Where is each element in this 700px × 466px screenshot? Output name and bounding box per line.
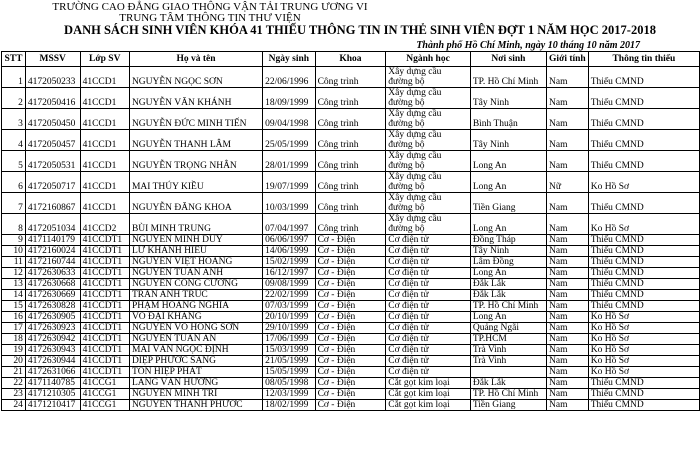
- table-row: [2, 109, 700, 130]
- mssv-cell: 4172630923: [25, 323, 80, 334]
- name-cell: NGUYỄN ĐĂNG KHOA: [129, 193, 262, 214]
- class-cell: 41CCDT1: [80, 312, 129, 323]
- gender-cell: Nam: [547, 130, 589, 151]
- school-name: TRƯỜNG CAO ĐẲNG GIAO THÔNG VẬN TẢI TRUNG ƯƠNG VI: [52, 1, 368, 13]
- dob-cell: 15/05/1999: [263, 367, 315, 378]
- missing-info-cell: Thiếu CMND: [588, 193, 699, 214]
- name-cell: NGUYỄN TUẤN AN: [129, 334, 262, 345]
- dateline: Thành phố Hồ Chí Minh, ngày 10 tháng 10 năm 2017: [416, 40, 640, 51]
- gender-cell: Nam: [547, 235, 589, 246]
- dob-cell: 19/07/1999: [263, 172, 315, 193]
- stt-cell: 23: [2, 389, 26, 400]
- table-row: [2, 290, 700, 301]
- mssv-cell: 4172160744: [25, 257, 80, 268]
- table-row: [2, 130, 700, 151]
- table-row: [2, 356, 700, 367]
- name-cell: MAI THÚY KIỀU: [129, 172, 262, 193]
- dob-cell: 29/10/1999: [263, 323, 315, 334]
- gender-cell: Nam: [547, 367, 589, 378]
- name-cell: BÙI MINH TRUNG: [129, 214, 262, 235]
- class-cell: 41CCDT1: [80, 257, 129, 268]
- class-cell: 41CCDT1: [80, 268, 129, 279]
- major-cell: Xây dựng cầu đường bộ: [386, 193, 471, 214]
- stt-cell: 12: [2, 268, 26, 279]
- gender-cell: Nữ: [547, 172, 589, 193]
- mssv-cell: 4172050457: [25, 130, 80, 151]
- stt-cell: 17: [2, 323, 26, 334]
- dob-cell: 12/03/1999: [263, 389, 315, 400]
- class-cell: 41CCD1: [80, 109, 129, 130]
- faculty-cell: Cơ - Điện: [315, 323, 386, 334]
- class-cell: 41CCD1: [80, 151, 129, 172]
- mssv-cell: 4172630943: [25, 345, 80, 356]
- gender-cell: Nam: [547, 378, 589, 389]
- dob-cell: 15/03/1999: [263, 345, 315, 356]
- faculty-cell: Công trình: [315, 172, 386, 193]
- birthplace-cell: Đắk Lắk: [470, 378, 546, 389]
- stt-cell: 15: [2, 301, 26, 312]
- mssv-cell: 4172631066: [25, 367, 80, 378]
- gender-cell: Nam: [547, 301, 589, 312]
- class-cell: 41CCDT1: [80, 290, 129, 301]
- dob-cell: 10/03/1999: [263, 193, 315, 214]
- missing-info-cell: Thiếu CMND: [588, 301, 699, 312]
- faculty-cell: Cơ - Điện: [315, 279, 386, 290]
- name-cell: NGUYỄN TUẤN ANH: [129, 268, 262, 279]
- major-cell: Cơ điện tử: [386, 356, 471, 367]
- dob-cell: 22/02/1999: [263, 290, 315, 301]
- major-cell: Cơ điện tử: [386, 345, 471, 356]
- gender-cell: Nam: [547, 400, 589, 411]
- missing-info-cell: Ko Hồ Sơ: [588, 334, 699, 345]
- faculty-cell: Cơ - Điện: [315, 235, 386, 246]
- faculty-cell: Cơ - Điện: [315, 268, 386, 279]
- gender-cell: Nam: [547, 290, 589, 301]
- birthplace-cell: Quảng Ngãi: [470, 323, 546, 334]
- column-header: Thông tin thiếu: [588, 52, 699, 67]
- faculty-cell: Cơ - Điện: [315, 301, 386, 312]
- birthplace-cell: Đắk Lắk: [470, 279, 546, 290]
- stt-cell: 18: [2, 334, 26, 345]
- faculty-cell: Cơ - Điện: [315, 312, 386, 323]
- mssv-cell: 4172630669: [25, 290, 80, 301]
- column-header: MSSV: [25, 52, 80, 67]
- stt-cell: 8: [2, 214, 26, 235]
- major-cell: Cơ điện tử: [386, 279, 471, 290]
- column-header: Khoa: [315, 52, 386, 67]
- missing-info-cell: Thiếu CMND: [588, 151, 699, 172]
- missing-info-cell: Thiếu CMND: [588, 257, 699, 268]
- mssv-cell: 4172160867: [25, 193, 80, 214]
- gender-cell: Nam: [547, 88, 589, 109]
- table-row: [2, 88, 700, 109]
- missing-info-cell: Thiếu CMND: [588, 279, 699, 290]
- birthplace-cell: Long An: [470, 172, 546, 193]
- dob-cell: 17/06/1999: [263, 334, 315, 345]
- name-cell: PHẠM HOÀNG NGHĨA: [129, 301, 262, 312]
- birthplace-cell: Bình Thuận: [470, 109, 546, 130]
- dob-cell: 07/04/1997: [263, 214, 315, 235]
- dob-cell: 09/04/1998: [263, 109, 315, 130]
- faculty-cell: Công trình: [315, 67, 386, 88]
- name-cell: NGUYỄN MINH TRÍ: [129, 389, 262, 400]
- name-cell: NGUYỄN NGỌC SƠN: [129, 67, 262, 88]
- faculty-cell: Cơ - Điện: [315, 400, 386, 411]
- birthplace-cell: TP. Hồ Chí Minh: [470, 389, 546, 400]
- name-cell: NGUYỄN CÔNG CƯỜNG: [129, 279, 262, 290]
- class-cell: 41CCD2: [80, 214, 129, 235]
- faculty-cell: Công trình: [315, 151, 386, 172]
- mssv-cell: 4172051034: [25, 214, 80, 235]
- mssv-cell: 4172630668: [25, 279, 80, 290]
- table-row: [2, 151, 700, 172]
- stt-cell: 5: [2, 151, 26, 172]
- mssv-cell: 4171210305: [25, 389, 80, 400]
- table-row: [2, 172, 700, 193]
- missing-info-cell: Ko Hồ Sơ: [588, 312, 699, 323]
- missing-info-cell: Thiếu CMND: [588, 290, 699, 301]
- class-cell: 41CCD1: [80, 67, 129, 88]
- faculty-cell: Cơ - Điện: [315, 378, 386, 389]
- major-cell: Cắt gọt kim loại: [386, 389, 471, 400]
- table-row: [2, 400, 700, 411]
- dob-cell: 15/02/1999: [263, 257, 315, 268]
- birthplace-cell: Trà Vinh: [470, 356, 546, 367]
- class-cell: 41CCDT1: [80, 323, 129, 334]
- birthplace-cell: Tây Ninh: [470, 246, 546, 257]
- stt-cell: 4: [2, 130, 26, 151]
- gender-cell: Nam: [547, 334, 589, 345]
- stt-cell: 9: [2, 235, 26, 246]
- gender-cell: Nam: [547, 193, 589, 214]
- stt-cell: 22: [2, 378, 26, 389]
- missing-info-cell: Ko Hồ Sơ: [588, 172, 699, 193]
- column-header: Lớp SV: [80, 52, 129, 67]
- gender-cell: Nam: [547, 389, 589, 400]
- mssv-cell: 4172630905: [25, 312, 80, 323]
- major-cell: Xây dựng cầu đường bộ: [386, 151, 471, 172]
- faculty-cell: Công trình: [315, 109, 386, 130]
- name-cell: TRẦN ANH TRÚC: [129, 290, 262, 301]
- mssv-cell: 4172630944: [25, 356, 80, 367]
- gender-cell: Nam: [547, 67, 589, 88]
- gender-cell: Nam: [547, 312, 589, 323]
- class-cell: 41CCD1: [80, 193, 129, 214]
- major-cell: Xây dựng cầu đường bộ: [386, 214, 471, 235]
- birthplace-cell: Lâm Đồng: [470, 257, 546, 268]
- faculty-cell: Cơ - Điện: [315, 290, 386, 301]
- stt-cell: 13: [2, 279, 26, 290]
- birthplace-cell: Long An: [470, 312, 546, 323]
- class-cell: 41CCDT1: [80, 246, 129, 257]
- class-cell: 41CCG1: [80, 400, 129, 411]
- faculty-cell: Công trình: [315, 193, 386, 214]
- column-header: Họ và tên: [129, 52, 262, 67]
- column-header: Giới tính: [547, 52, 589, 67]
- missing-info-cell: Thiếu CMND: [588, 235, 699, 246]
- dob-cell: 18/02/1999: [263, 400, 315, 411]
- library-center-name: TRUNG TÂM THÔNG TIN THƯ VIỆN: [119, 12, 301, 24]
- missing-info-cell: Thiếu CMND: [588, 109, 699, 130]
- name-cell: LANG VĂN HƯỚNG: [129, 378, 262, 389]
- dob-cell: 18/09/1999: [263, 88, 315, 109]
- mssv-cell: 4172050531: [25, 151, 80, 172]
- birthplace-cell: Tây Ninh: [470, 130, 546, 151]
- table-row: [2, 67, 700, 88]
- table-row: [2, 367, 700, 378]
- stt-cell: 7: [2, 193, 26, 214]
- table-row: [2, 334, 700, 345]
- stt-cell: 6: [2, 172, 26, 193]
- dob-cell: 08/05/1998: [263, 378, 315, 389]
- faculty-cell: Cơ - Điện: [315, 389, 386, 400]
- class-cell: 41CCDT1: [80, 367, 129, 378]
- document-title: DANH SÁCH SINH VIÊN KHÓA 41 THIẾU THÔNG TIN IN THẺ SINH VIÊN ĐỢT 1 NĂM HỌC 2017-2018: [64, 23, 656, 37]
- faculty-cell: Cơ - Điện: [315, 367, 386, 378]
- mssv-cell: 4172050233: [25, 67, 80, 88]
- table-row: [2, 345, 700, 356]
- birthplace-cell: TP. Hồ Chí Minh: [470, 301, 546, 312]
- class-cell: 41CCD1: [80, 172, 129, 193]
- student-table: [1, 51, 700, 411]
- name-cell: NGUYỄN VIỆT HOÀNG: [129, 257, 262, 268]
- birthplace-cell: Đắk Lắk: [470, 290, 546, 301]
- gender-cell: Nam: [547, 246, 589, 257]
- major-cell: Cơ điện tử: [386, 334, 471, 345]
- missing-info-cell: Ko Hồ Sơ: [588, 367, 699, 378]
- name-cell: VÕ ĐẠI KHANG: [129, 312, 262, 323]
- table-row: [2, 268, 700, 279]
- column-header: Ngành học: [386, 52, 471, 67]
- faculty-cell: Cơ - Điện: [315, 257, 386, 268]
- stt-cell: 19: [2, 345, 26, 356]
- table-row: [2, 301, 700, 312]
- missing-info-cell: Thiếu CMND: [588, 130, 699, 151]
- class-cell: 41CCDT1: [80, 279, 129, 290]
- stt-cell: 3: [2, 109, 26, 130]
- class-cell: 41CCDT1: [80, 356, 129, 367]
- faculty-cell: Công trình: [315, 214, 386, 235]
- mssv-cell: 4171210417: [25, 400, 80, 411]
- table-row: [2, 214, 700, 235]
- birthplace-cell: TP. Hồ Chí Minh: [470, 67, 546, 88]
- stt-cell: 1: [2, 67, 26, 88]
- class-cell: 41CCDT1: [80, 345, 129, 356]
- major-cell: Cơ điện tử: [386, 301, 471, 312]
- dob-cell: 14/06/1999: [263, 246, 315, 257]
- major-cell: Cơ điện tử: [386, 257, 471, 268]
- mssv-cell: 4172160024: [25, 246, 80, 257]
- name-cell: NGUYỄN TRỌNG NHÂN: [129, 151, 262, 172]
- gender-cell: Nam: [547, 257, 589, 268]
- stt-cell: 20: [2, 356, 26, 367]
- class-cell: 41CCG1: [80, 378, 129, 389]
- gender-cell: Nam: [547, 151, 589, 172]
- birthplace-cell: Tây Ninh: [470, 88, 546, 109]
- stt-cell: 24: [2, 400, 26, 411]
- name-cell: NGUYỄN ĐỨC MINH TIẾN: [129, 109, 262, 130]
- major-cell: Cơ điện tử: [386, 312, 471, 323]
- birthplace-cell: Long An: [470, 268, 546, 279]
- missing-info-cell: Thiếu CMND: [588, 268, 699, 279]
- table-row: [2, 279, 700, 290]
- stt-cell: 2: [2, 88, 26, 109]
- gender-cell: Nam: [547, 214, 589, 235]
- table-row: [2, 235, 700, 246]
- major-cell: Cắt gọt kim loại: [386, 378, 471, 389]
- stt-cell: 21: [2, 367, 26, 378]
- dob-cell: 25/05/1999: [263, 130, 315, 151]
- faculty-cell: Cơ - Điện: [315, 246, 386, 257]
- dob-cell: 16/12/1997: [263, 268, 315, 279]
- mssv-cell: 4172050717: [25, 172, 80, 193]
- major-cell: Cơ điện tử: [386, 268, 471, 279]
- dob-cell: 28/01/1999: [263, 151, 315, 172]
- missing-info-cell: Thiếu CMND: [588, 88, 699, 109]
- name-cell: NGUYỄN THÀNH PHƯỚC: [129, 400, 262, 411]
- missing-info-cell: Thiếu CMND: [588, 400, 699, 411]
- missing-info-cell: Ko Hồ Sơ: [588, 345, 699, 356]
- dob-cell: 20/10/1999: [263, 312, 315, 323]
- stt-cell: 16: [2, 312, 26, 323]
- class-cell: 41CCDT1: [80, 301, 129, 312]
- table-row: [2, 246, 700, 257]
- faculty-cell: Cơ - Điện: [315, 334, 386, 345]
- missing-info-cell: Thiếu CMND: [588, 378, 699, 389]
- class-cell: 41CCD1: [80, 130, 129, 151]
- name-cell: DIỆP PHƯỚC SANG: [129, 356, 262, 367]
- class-cell: 41CCDT1: [80, 334, 129, 345]
- table-header-row: [2, 52, 700, 67]
- stt-cell: 11: [2, 257, 26, 268]
- birthplace-cell: Tiền Giang: [470, 193, 546, 214]
- class-cell: 41CCD1: [80, 88, 129, 109]
- table-row: [2, 378, 700, 389]
- mssv-cell: 4172050416: [25, 88, 80, 109]
- table-row: [2, 389, 700, 400]
- class-cell: 41CCDT1: [80, 235, 129, 246]
- name-cell: MAI VĂN NGỌC ĐỊNH: [129, 345, 262, 356]
- major-cell: Cơ điện tử: [386, 235, 471, 246]
- major-cell: Cắt gọt kim loại: [386, 400, 471, 411]
- name-cell: NGUYỄN THANH LÂM: [129, 130, 262, 151]
- column-header: Nơi sinh: [470, 52, 546, 67]
- birthplace-cell: TP.HCM: [470, 334, 546, 345]
- dob-cell: 21/05/1999: [263, 356, 315, 367]
- birthplace-cell: Trà Vinh: [470, 345, 546, 356]
- missing-info-cell: Thiếu CMND: [588, 246, 699, 257]
- missing-info-cell: Ko Hồ Sơ: [588, 214, 699, 235]
- mssv-cell: 4171140785: [25, 378, 80, 389]
- missing-info-cell: Thiếu CMND: [588, 67, 699, 88]
- table-row: [2, 193, 700, 214]
- mssv-cell: 4172630942: [25, 334, 80, 345]
- gender-cell: Nam: [547, 356, 589, 367]
- faculty-cell: Công trình: [315, 130, 386, 151]
- birthplace-cell: Đồng Tháp: [470, 235, 546, 246]
- table-row: [2, 323, 700, 334]
- birthplace-cell: [470, 367, 546, 378]
- major-cell: Xây dựng cầu đường bộ: [386, 172, 471, 193]
- dob-cell: 09/08/1999: [263, 279, 315, 290]
- faculty-cell: Công trình: [315, 88, 386, 109]
- gender-cell: Nam: [547, 109, 589, 130]
- table-row: [2, 312, 700, 323]
- missing-info-cell: Thiếu CMND: [588, 389, 699, 400]
- mssv-cell: 4172630633: [25, 268, 80, 279]
- gender-cell: Nam: [547, 279, 589, 290]
- name-cell: NGUYỄN VÕ HỒNG SƠN: [129, 323, 262, 334]
- dob-cell: 22/06/1996: [263, 67, 315, 88]
- birthplace-cell: Long An: [470, 151, 546, 172]
- major-cell: Xây dựng cầu đường bộ: [386, 88, 471, 109]
- mssv-cell: 4172050450: [25, 109, 80, 130]
- gender-cell: Nam: [547, 345, 589, 356]
- stt-cell: 14: [2, 290, 26, 301]
- column-header: STT: [2, 52, 26, 67]
- gender-cell: Nam: [547, 323, 589, 334]
- missing-info-cell: Ko Hồ Sơ: [588, 356, 699, 367]
- name-cell: NGUYỄN MINH DUY: [129, 235, 262, 246]
- faculty-cell: Cơ - Điện: [315, 356, 386, 367]
- major-cell: Cơ điện tử: [386, 323, 471, 334]
- major-cell: Cơ điện tử: [386, 290, 471, 301]
- dob-cell: 07/03/1999: [263, 301, 315, 312]
- mssv-cell: 4171140179: [25, 235, 80, 246]
- name-cell: NGUYỄN VĂN KHÁNH: [129, 88, 262, 109]
- missing-info-cell: Ko Hồ Sơ: [588, 323, 699, 334]
- major-cell: Xây dựng cầu đường bộ: [386, 109, 471, 130]
- major-cell: Cơ điện tử: [386, 246, 471, 257]
- class-cell: 41CCG1: [80, 389, 129, 400]
- major-cell: Xây dựng cầu đường bộ: [386, 67, 471, 88]
- name-cell: LỮ KHÁNH HIẾU: [129, 246, 262, 257]
- dob-cell: 06/06/1997: [263, 235, 315, 246]
- birthplace-cell: Tiền Giang: [470, 400, 546, 411]
- mssv-cell: 4172630828: [25, 301, 80, 312]
- major-cell: Xây dựng cầu đường bộ: [386, 130, 471, 151]
- birthplace-cell: Long An: [470, 214, 546, 235]
- table-row: [2, 257, 700, 268]
- name-cell: TÔN HIỆP PHÁT: [129, 367, 262, 378]
- column-header: Ngày sinh: [263, 52, 315, 67]
- major-cell: Cơ điện tử: [386, 367, 471, 378]
- stt-cell: 10: [2, 246, 26, 257]
- faculty-cell: Cơ - Điện: [315, 345, 386, 356]
- gender-cell: Nam: [547, 268, 589, 279]
